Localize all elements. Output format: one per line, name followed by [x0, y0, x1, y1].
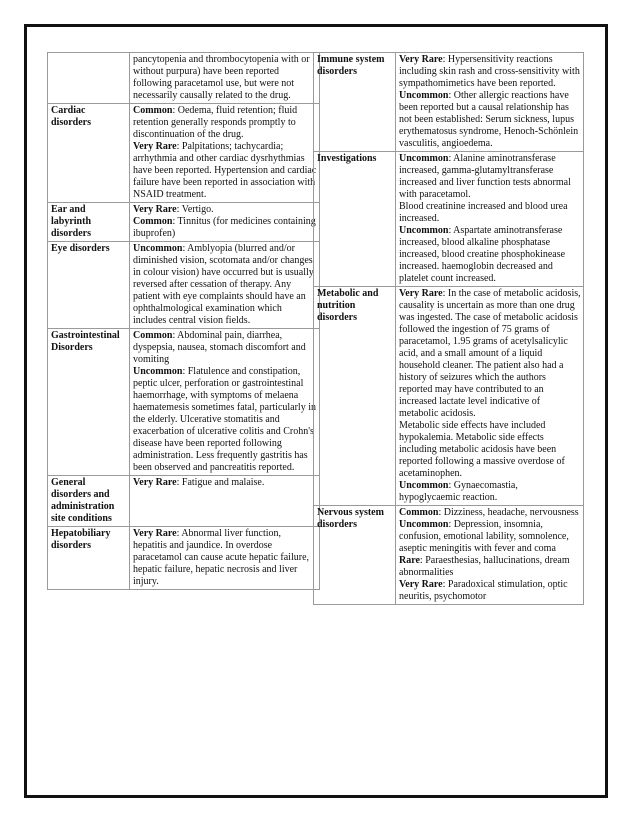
effect-entry — [399, 54, 581, 90]
table-row — [48, 104, 320, 203]
frequency-label: Very Rare — [399, 579, 443, 590]
effect-entry — [399, 153, 581, 201]
effects-cell — [130, 203, 320, 242]
effect-description: : Flatulence and constipation, peptic ulcer, perforation or gastrointestinal haemorrhage, with symptoms of melaena haematemesis sometimes fatal, particularly in the elderly. Ulcerative stomatitis and exacerbation of ulcerative colitis and Crohn's disease have been reported following administration. Less frequently gastritis has been observed and pancreatitis reported. — [133, 366, 316, 473]
table-row — [48, 329, 320, 476]
effect-entry — [399, 225, 581, 285]
category-cell: Eye disorders — [48, 242, 130, 329]
effect-entry — [133, 54, 317, 102]
table-row — [314, 152, 584, 287]
effect-description: : Aspartate aminotransferase increased, blood alkaline phosphatase increased, blood creatine phosphokinease increased. haemoglobin decreased and platelet count increased. — [399, 225, 566, 284]
adverse-effects-table-right — [313, 52, 584, 605]
effects-cell — [396, 506, 584, 605]
table-body — [314, 53, 584, 605]
frequency-label: Uncommon — [133, 366, 183, 377]
effect-description: : Abdominal pain, diarrhea, dyspepsia, nausea, stomach discomfort and vomiting — [133, 330, 306, 365]
effect-description: : Amblyopia (blurred and/or diminished vision, scotomata and/or changes in colour vision) have occurred but is usually reversed after cessation of therapy. Any patient with eye complaints should have an ophthalmological examination which includes central vision fields. — [133, 243, 314, 326]
effects-cell — [396, 287, 584, 506]
effect-description: : Fatigue and malaise. — [176, 477, 265, 488]
frequency-label: Uncommon — [399, 480, 449, 491]
effect-entry — [133, 216, 317, 240]
effect-description: : Paradoxical stimulation, optic neuritis, psychomotor — [399, 579, 568, 602]
table-row — [314, 53, 584, 152]
category-cell: Ear and labyrinth disorders — [48, 203, 130, 242]
effect-description: : Vertigo. — [176, 204, 214, 215]
effect-description: Blood creatinine increased and blood urea increased. — [399, 201, 568, 224]
table-row — [48, 476, 320, 527]
effect-entry — [399, 519, 581, 555]
frequency-label: Common — [399, 507, 439, 518]
category-cell: Cardiac disorders — [48, 104, 130, 203]
effects-cell — [396, 152, 584, 287]
effects-cell — [130, 476, 320, 527]
frequency-label: Uncommon — [399, 519, 449, 530]
effect-entry — [399, 507, 581, 519]
effect-description: : Abnormal liver function, hepatitis and jaundice. In overdose paracetamol can cause acute hepatic failure, hepatic failure, hepatic necrosis and liver injury. — [133, 528, 310, 587]
effect-description: : Hypersensitivity reactions including skin rash and cross-sensitivity with sympathomimetics have been reported. — [399, 54, 580, 89]
frequency-label: Common — [133, 216, 173, 227]
effect-entry — [133, 105, 317, 141]
effects-cell — [130, 329, 320, 476]
category-cell: Metabolic and nutrition disorders — [314, 287, 396, 506]
category-cell: General disorders and administration site conditions — [48, 476, 130, 527]
effect-entry — [133, 330, 317, 366]
category-cell: Nervous system disorders — [314, 506, 396, 605]
table-row — [48, 203, 320, 242]
table-row — [48, 527, 320, 590]
effect-description: : Paraesthesias, hallucinations, dream abnormalities — [399, 555, 570, 578]
effect-entry — [399, 480, 581, 504]
table-row — [48, 242, 320, 329]
frequency-label: Very Rare — [133, 141, 177, 152]
effect-description: : Palpitations; tachycardia; arrhythmia and other cardiac dysrhythmias have been reported. Hypertension and cardiac failure have been reported in association with NSAID treatment. — [133, 141, 317, 200]
frequency-label: Uncommon — [399, 225, 449, 236]
effect-entry — [399, 579, 581, 603]
frequency-label: Very Rare — [399, 54, 443, 65]
table-body — [48, 53, 320, 590]
frequency-label: Uncommon — [399, 153, 449, 164]
effects-cell — [130, 527, 320, 590]
effects-cell — [130, 104, 320, 203]
effect-description: : Oedema, fluid retention; fluid retention generally responds promptly to discontinuation of the drug. — [133, 105, 298, 140]
effect-description: pancytopenia and thrombocytopenia with or without purpura) have been reported following paracetamol use, but were not necessarily causally related to the drug. — [133, 54, 310, 101]
effect-entry — [399, 288, 581, 420]
frequency-label: Rare — [399, 555, 420, 566]
effect-description: : Gynaecomastia, hypoglycaemic reaction. — [399, 480, 518, 503]
effect-description: : Other allergic reactions have been reported but a causal relationship has not been established: Serum sickness, lupus erythematosus syndrome, Henoch-Schönlein vasculitis, angioedema. — [399, 90, 579, 149]
effect-description: : In the case of metabolic acidosis, causality is uncertain as more than one drug was ingested. The case of metabolic acidosis followed the ingestion of 75 grams of paracetamol, 1.95 grams of acetylsalicylic acid, and a small amount of a liquid household cleaner. The patient also had a history of seizures which the authors reported may have contributed to an increased lactate level indicative of metabolic acidosis. — [399, 288, 581, 419]
frequency-label: Very Rare — [133, 477, 177, 488]
effects-cell — [130, 242, 320, 329]
effect-entry — [399, 201, 581, 225]
effect-entry — [133, 204, 317, 216]
effect-entry — [133, 243, 317, 327]
frequency-label: Common — [133, 330, 173, 341]
frequency-label: Very Rare — [399, 288, 443, 299]
table-row — [314, 506, 584, 605]
effect-entry — [133, 141, 317, 201]
effect-description: : Tinnitus (for medicines containing ibuprofen) — [133, 216, 316, 239]
category-cell: Immune system disorders — [314, 53, 396, 152]
category-cell: Gastrointestinal Disorders — [48, 329, 130, 476]
table-row — [48, 53, 320, 104]
frequency-label: Common — [133, 105, 173, 116]
adverse-effects-table-left — [47, 52, 320, 590]
effect-description: : Alanine aminotransferase increased, gamma-glutamyltransferase increased and liver function tests abnormal with paracetamol. — [399, 153, 571, 200]
category-cell: Investigations — [314, 152, 396, 287]
effect-entry — [399, 90, 581, 150]
category-cell — [48, 53, 130, 104]
category-cell: Hepatobiliary disorders — [48, 527, 130, 590]
table-row — [314, 287, 584, 506]
frequency-label: Uncommon — [133, 243, 183, 254]
frequency-label: Very Rare — [133, 204, 177, 215]
effect-entry — [399, 555, 581, 579]
effect-entry — [133, 477, 317, 489]
effects-cell — [396, 53, 584, 152]
effect-description: : Dizziness, headache, nervousness — [438, 507, 579, 518]
frequency-label: Very Rare — [133, 528, 177, 539]
effect-entry — [133, 366, 317, 474]
effect-description: Metabolic side effects have included hypokalemia. Metabolic side effects including metabolic acidosis have been reported following a massive overdose of acetaminophen. — [399, 420, 565, 479]
effect-description: : Depression, insomnia, confusion, emotional lability, somnolence, aseptic meningitis with fever and coma — [399, 519, 569, 554]
effects-cell — [130, 53, 320, 104]
effect-entry — [399, 420, 581, 480]
effect-entry — [133, 528, 317, 588]
frequency-label: Uncommon — [399, 90, 449, 101]
